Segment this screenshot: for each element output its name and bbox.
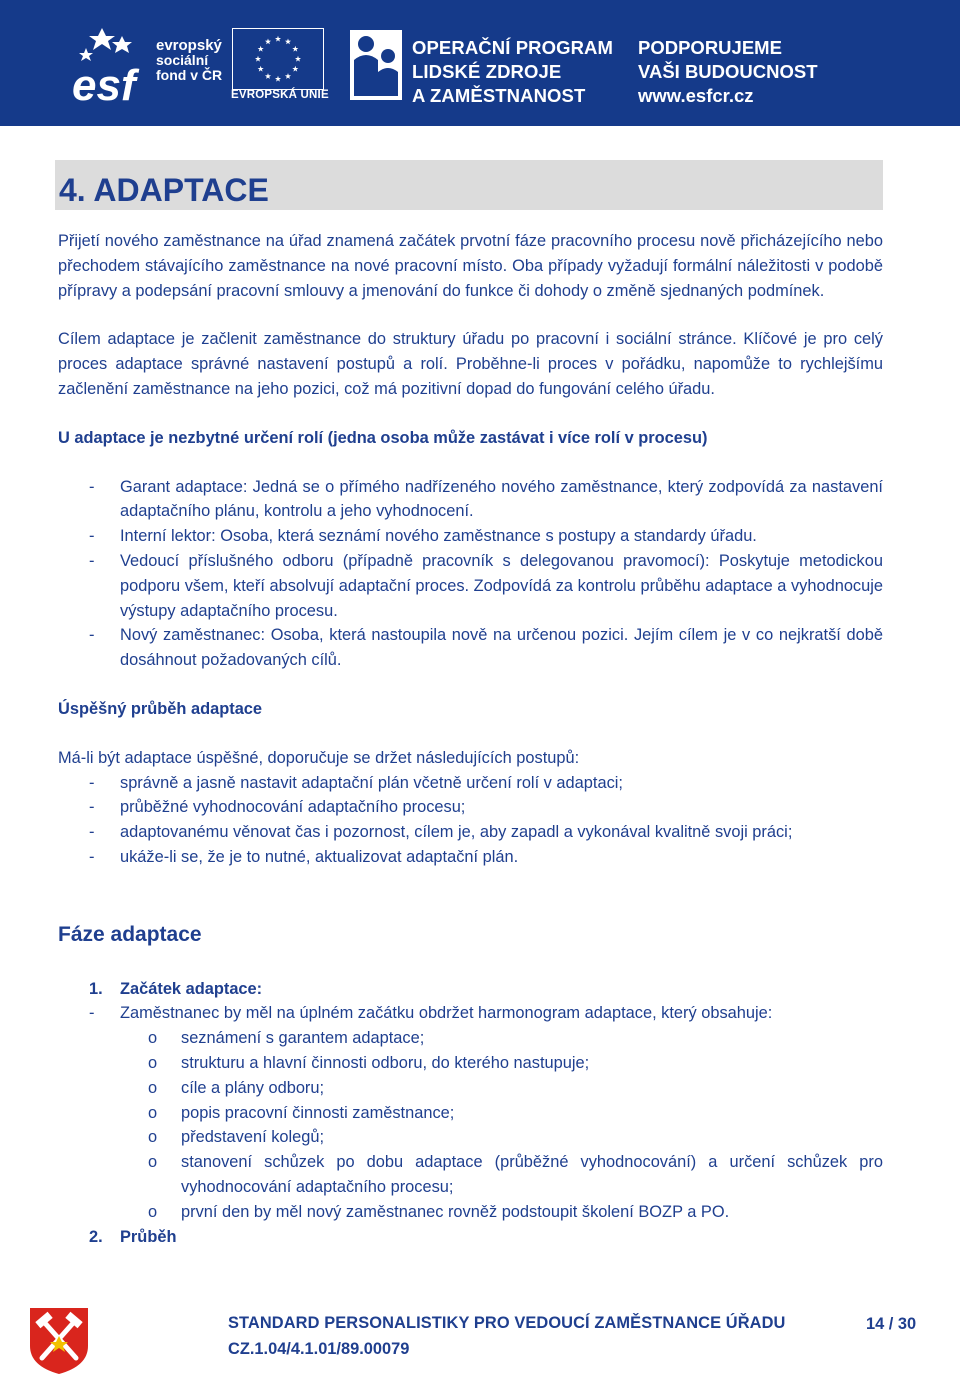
success-lead: Má-li být adaptace úspěšné, doporučuje se držet následujících postupů: [58,748,580,767]
success-list [58,771,883,870]
city-crest-icon [28,1306,90,1376]
esfcr-link[interactable]: www.esfcr.cz [638,85,754,106]
page-title: 4. ADAPTACE [55,160,885,210]
page-number: 14 / 30 [866,1315,917,1333]
footer-title: STANDARD PERSONALISTIKY PRO VEDOUCÍ ZAMĚSTNANCE ÚŘADU [228,1314,786,1332]
roles-list [58,475,883,673]
eu-label: EVROPSKÁ UNIE [231,89,329,101]
list-item: o stanovení schůzek po dobu adaptace (průběžné vyhodnocování) a určení schůzek pro vyhodnocování adaptačního procesu; [148,1153,883,1196]
phase-step-2: 2. Průběh [89,1227,177,1246]
esf-subtitle: evropský sociální fond v ČR [156,37,223,83]
support-slogan: PODPORUJEME VAŠI BUDOUCNOST www.esfcr.cz [638,37,818,106]
roles-heading: U adaptace je nezbytné určení rolí (jedna osoba může zastávat i více rolí v procesu) [58,428,708,447]
list-item: o popis pracovní činnosti zaměstnance; [148,1103,455,1122]
list-item: o cíle a plány odboru; [148,1078,325,1097]
eu-flag-icon [232,28,324,90]
intro-paragraph-2: Cílem adaptace je začlenit zaměstnance do struktury úřadu po pracovní i sociální stránce. Klíčové je pro celý proces adaptace správné nastavení postupů a rolí. Proběhne-li proces v pořádku, napomůže to rychlejšímu začlenění zaměstnance na jeho pozici, což má pozitivní dopad do fungování celého úřadu. [58,330,883,398]
document-body [58,229,883,1249]
svg-text:esf: esf [72,61,136,104]
list-item: o strukturu a hlavní činnosti odboru, do kterého nastupuje; [148,1053,590,1072]
phase-1-items [58,1026,883,1224]
list-item: - Garant adaptace: Jedná se o přímého nadřízeného nového zaměstnance, který zodpovídá za nastavení adaptačního plánu, kontrolu a jeho vyhodnocení. [89,477,883,521]
phases-heading: Fáze adaptace [58,922,202,946]
list-item: - ukáže-li se, že je to nutné, aktualizovat adaptační plán. [89,847,519,866]
list-item: - Interní lektor: Osoba, která seznámí nového zaměstnance s postupy a standardy úřadu. [89,527,757,546]
phase-step-1: 1. Začátek adaptace: [89,979,263,998]
list-item: o seznámení s garantem adaptace; [148,1029,425,1048]
success-heading: Úspěšný průběh adaptace [58,699,263,718]
footer-project-code: CZ.1.04/4.1.01/89.00079 [228,1340,410,1358]
header-banner [0,0,960,126]
op-people-icon [350,30,402,100]
list-item: o první den by měl nový zaměstnanec rovněž podstoupit školení BOZP a PO. [148,1202,730,1221]
intro-paragraph-1: Přijetí nového zaměstnance na úřad znamená začátek prvotní fáze pracovního procesu nově přicházejícího nebo přechodem stávajícího zaměstnance na nové pracovní místo. Oba případy vyžadují formální náležitosti v podobě přípravy a podepsání pracovní smlouvy a jmenování do funkce či dohody o změně sjednaných podmínek. [58,232,883,300]
list-item: - Vedoucí příslušného odboru (případně pracovník s delegovanou pravomocí): Poskytuje metodickou podporu všem, kteří absolvují adaptační proces. Zodpovídá za kontrolu průběhu adaptace a vyhodnocuje výstupy adaptačního procesu. [89,551,883,620]
list-item: - průběžné vyhodnocování adaptačního procesu; [89,798,466,817]
op-program-name: OPERAČNÍ PROGRAM LIDSKÉ ZDROJE A ZAMĚSTNANOST [412,37,613,106]
list-item: o představení kolegů; [148,1128,325,1147]
list-item: - Zaměstnanec by měl na úplném začátku obdržet harmonogram adaptace, který obsahuje: [89,1004,773,1023]
list-item: - správně a jasně nastavit adaptační plán včetně určení rolí v adaptaci; [89,773,623,792]
list-item: - adaptovanému věnovat čas i pozornost, cílem je, aby zapadl a vykonával kvalitně svoji práci; [89,823,793,842]
esf-logo [72,26,142,104]
list-item: - Nový zaměstnanec: Osoba, která nastoupila nově na určenou pozici. Jejím cílem je v co nejkratší době dosáhnout požadovaných cílů. [89,626,883,670]
